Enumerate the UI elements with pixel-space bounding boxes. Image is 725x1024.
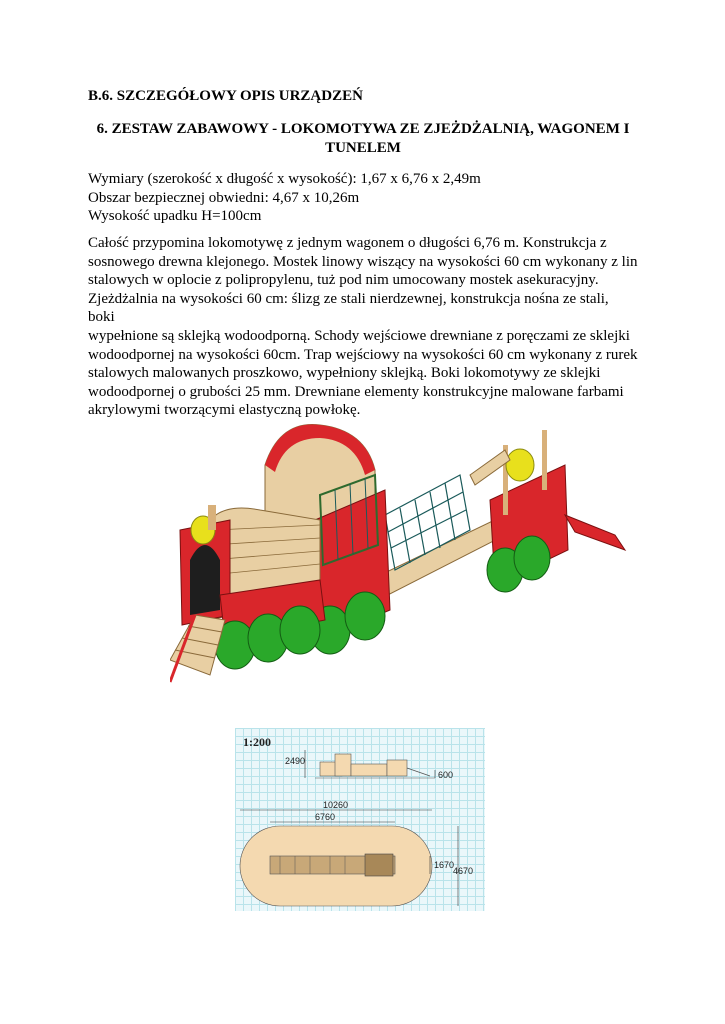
description <box>88 234 638 420</box>
spec-fall-height: Wysokość upadku H=100cm <box>88 208 262 224</box>
title-line-1: 6. ZESTAW ZABAWOWY - LOKOMOTYWA ZE ZJEŻDŻALNIĄ, WAGONEM I <box>96 121 630 137</box>
side-elevation <box>315 754 435 778</box>
description-line: wodoodpornej na wysokości 60cm. Trap wejściowy na wysokości 60 cm wykonany z rurek <box>88 346 638 363</box>
description-line: wypełnione są sklejką wodoodporną. Schody wejściowe drewniane z poręczami ze sklejki <box>88 327 630 344</box>
spec-safety-area: Obszar bezpiecznej obwiedni: 4,67 x 10,26m <box>88 189 360 206</box>
title-line-2: TUNELEM <box>325 140 401 156</box>
safety-width-dimension: 4670 <box>453 866 474 876</box>
locomotive-illustration <box>170 420 640 705</box>
section-heading: B.6. SZCZEGÓŁOWY OPIS URZĄDZEŃ <box>88 88 363 104</box>
height-dimension: 2490 <box>285 756 306 766</box>
spec-dimensions: Wymiary (szerokość x długość x wysokość): 1,67 x 6,76 x 2,49m <box>88 171 481 187</box>
specs-block <box>88 170 481 226</box>
platform-dimension: 600 <box>438 770 454 780</box>
device-width-dimension: 1670 <box>434 860 455 870</box>
description-line: wodoodpornej o grubości 25 mm. Drewniane elementy konstrukcyjne malowane farbami <box>88 383 624 400</box>
description-line: sosnowego drewna klejonego. Mostek linowy wiszący na wysokości 60 cm wykonany z lin <box>88 253 638 270</box>
document-title <box>88 120 638 158</box>
safety-length-dimension: 10260 <box>323 800 349 810</box>
description-line: Zjeżdżalnia na wysokości 60 cm: ślizg ze stali nierdzewnej, konstrukcja nośna ze stali, boki <box>88 290 609 326</box>
scale-label: 1:200 <box>243 735 271 749</box>
rear-wagon <box>470 430 625 592</box>
description-line: stalowych malowanych proszkowo, wypełniony sklejką. Boki lokomotywy ze sklejki <box>88 365 601 382</box>
description-line: Całość przypomina lokomotywę z jednym wagonem o długości 6,76 m. Konstrukcja z <box>88 235 607 251</box>
plan-view <box>240 826 432 906</box>
description-line: akrylowymi tworzącymi elastyczną powłokę. <box>88 402 361 419</box>
description-line: stalowych w oplocie z polipropylenu, tuż pod nim umocowany mostek asekuracyjny. <box>88 272 599 289</box>
device-length-dimension: 6760 <box>315 812 336 822</box>
locomotive-boiler <box>170 505 325 682</box>
technical-drawing <box>235 728 485 911</box>
